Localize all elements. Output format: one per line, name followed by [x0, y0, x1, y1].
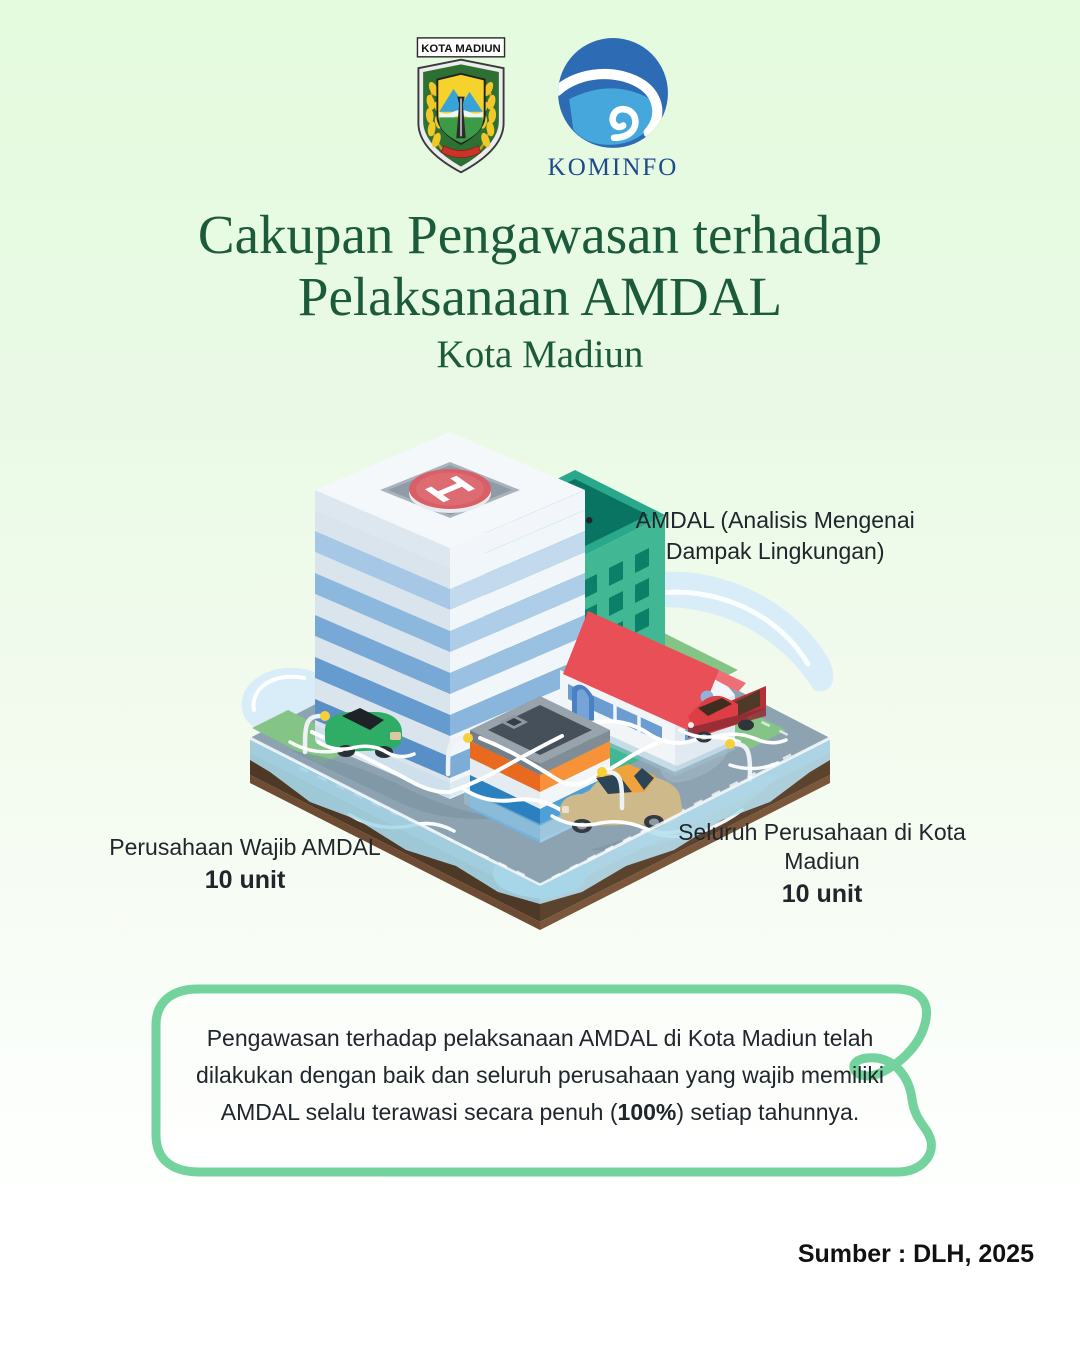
amdal-definition-callout [585, 505, 945, 567]
stat-seluruh-perusahaan [662, 818, 982, 909]
stat-label: Seluruh Perusahaan di Kota Madiun [678, 819, 966, 874]
bullet-icon: • [585, 507, 594, 534]
kominfo-mark-icon [555, 36, 671, 152]
source-credit: Sumber : DLH, 2025 [797, 1240, 1034, 1268]
summary-after: ) setiap tahunnya. [676, 1099, 860, 1125]
callout-text: AMDAL (Analisis Mengenai Dampak Lingkungan) [635, 507, 915, 564]
summary-highlight: 100% [617, 1099, 677, 1125]
stat-label: Perusahaan Wajib AMDAL [109, 834, 381, 860]
page-title [0, 204, 1080, 377]
kominfo-logo [548, 36, 679, 182]
header-logos [0, 36, 1080, 182]
kominfo-wordmark: KOMINFO [547, 154, 679, 181]
stat-value: 10 unit [781, 880, 863, 908]
title-line-2: Pelaksanaan AMDAL [297, 265, 783, 327]
stat-value: 10 unit [204, 866, 286, 894]
summary-text [180, 1020, 900, 1131]
title-line-1: Cakupan Pengawasan terhadap [197, 204, 883, 265]
logo-banner-text: KOTA MADIUN [420, 43, 501, 56]
stat-wajib-amdal [95, 833, 395, 895]
kota-madiun-logo [402, 36, 520, 178]
title-line-3: Kota Madiun [436, 333, 644, 377]
summary-before: Pengawasan terhadap pelaksanaan AMDAL di Kota Madiun telah dilakukan dengan baik dan seluruh perusahaan yang wajib memiliki AMDAL selalu terawasi secara penuh ( [196, 1025, 884, 1125]
